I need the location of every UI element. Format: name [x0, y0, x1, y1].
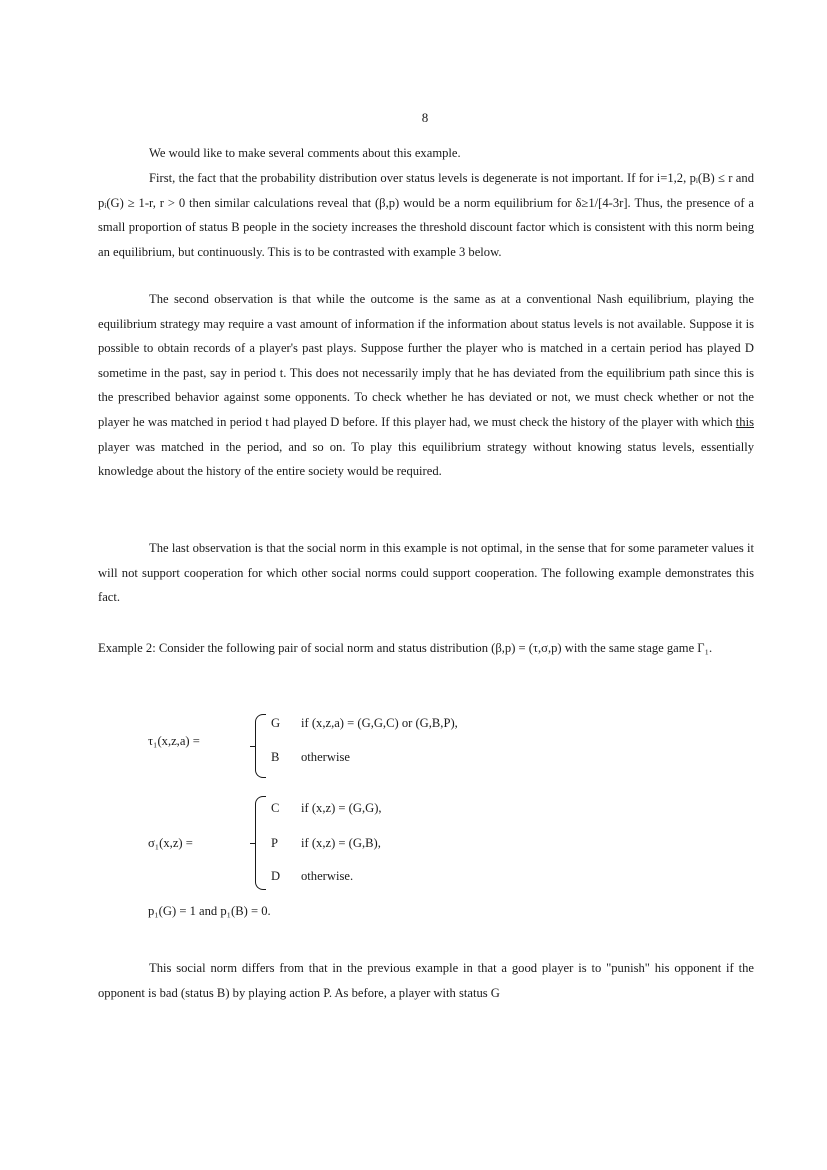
tau-lhs: τ₁(x,z,a) = [148, 734, 200, 748]
tau-row2-value: B [271, 750, 280, 764]
sigma-row3-value: D [271, 869, 281, 883]
tau-brace [255, 714, 266, 778]
paragraph-second-observation: The second observation is that while the outcome is the same as at a conventional Nash equilibrium, playing the equilibrium strategy may require a vast amount of information if the information about status levels is not available. Suppose it is possible to obtain records of a player's past plays. Suppose further the player who is matched in a certain period has played D sometime in the past, say in period t. This does not necessarily imply that he has deviated from the equilibrium path since this is the prescribed behavior against some opponents. To check whether he has deviated or not, we must check whether or not the player he was matched in period t had played D before. If this player had, we must check the history of the player with which this player was matched in the period, and so on. To play this equilibrium strategy without knowing status levels, essentially knowledge about the history of the entire society would be required. [98, 292, 754, 479]
sigma-row1-value: C [271, 801, 280, 815]
sigma-brace [255, 796, 266, 890]
tau-row1-condition: if (x,z,a) = (G,G,C) or (G,B,P), [301, 716, 458, 730]
tau-row2-condition: otherwise [301, 750, 350, 764]
paragraph-first-observation: First, the fact that the probability distribution over status levels is degenerate is not important. If for i=1,2, pᵢ(B) ≤ r and pᵢ(G) ≥ 1-r, r > 0 then similar calculations reveal that (β,p) would be a norm equilibrium for δ≥1/[4-3r]. Thus, the presence of a small proportion of status B people in the society increases the threshold discount factor which is consistent with this norm being an equilibrium, but continuously. This is to be contrasted with example 3 below. [98, 171, 754, 259]
sigma-row3-condition: otherwise. [301, 869, 354, 883]
sigma-row2-condition: if (x,z) = (G,B), [301, 836, 381, 850]
paragraph-punish-norm: This social norm differs from that in the previous example in that a good player is to "punish" his opponent if the opponent is bad (status B) by playing action P. As before, a player with status G [98, 961, 754, 1000]
paragraph-intro: We would like to make several comments about this example. [149, 146, 461, 160]
sigma-row1-condition: if (x,z) = (G,G), [301, 801, 382, 815]
sigma-row2-value: P [271, 836, 279, 850]
sigma-lhs: σ₁(x,z) = [148, 836, 193, 850]
underlined-word: this [735, 414, 754, 429]
tau-row1-value: G [271, 716, 281, 730]
status-distribution: p₁(G) = 1 and p₁(B) = 0. [148, 904, 271, 918]
page-number: 8 [421, 110, 429, 125]
paragraph-third-observation: The last observation is that the social norm in this example is not optimal, in the sense that for some parameter values it will not support cooperation for which other social norms could support cooperation. The following example demonstrates this fact. [98, 541, 754, 605]
paragraph-example-2: Example 2: Consider the following pair of social norm and status distribution (β,p) = (τ,σ,p) with the same stage game Γ₁. [98, 641, 713, 655]
